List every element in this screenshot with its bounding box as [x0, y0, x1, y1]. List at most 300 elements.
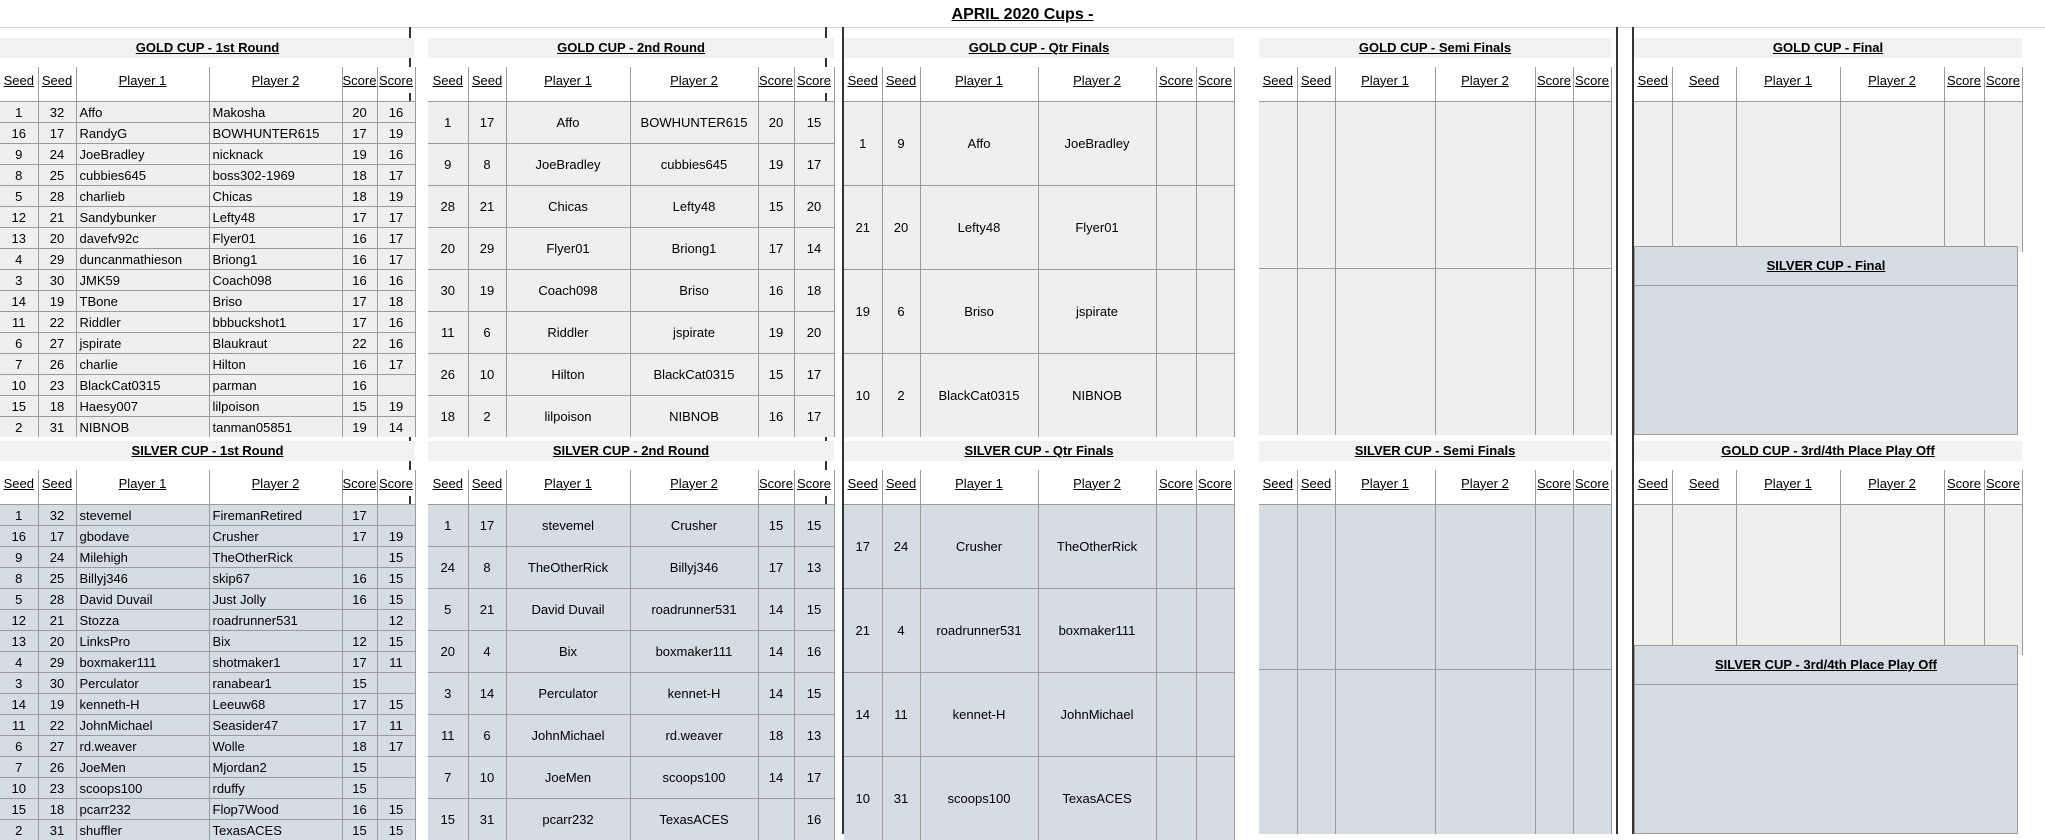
seed-cell: 22: [38, 312, 76, 333]
player1-cell: BlackCat0315: [920, 354, 1038, 438]
section-title: GOLD CUP - 1st Round: [0, 38, 415, 58]
score-cell: [1156, 270, 1196, 354]
seed-cell: 23: [38, 375, 76, 396]
table-row: [844, 270, 1234, 354]
score-cell: 17: [377, 165, 415, 186]
seed-cell: 18: [38, 799, 76, 820]
seed-header: Seed: [428, 470, 468, 496]
seed-cell: 10: [0, 778, 38, 799]
seed-cell: 8: [468, 144, 506, 186]
player1-cell: shuffler: [76, 820, 209, 840]
score-header: Score: [1196, 470, 1234, 496]
score-header: Score: [1573, 67, 1611, 93]
player1-cell: Affo: [76, 102, 209, 123]
player2-cell: boss302-1969: [209, 165, 342, 186]
score-cell: 17: [342, 694, 377, 715]
table-row: [0, 652, 415, 673]
player1-cell: Billyj346: [76, 568, 209, 589]
seed-cell: 7: [428, 757, 468, 799]
seed-cell: 6: [0, 333, 38, 354]
seed-cell: 6: [468, 312, 506, 354]
score-cell: 16: [342, 249, 377, 270]
seed-cell: 13: [0, 228, 38, 249]
player2-header: Player 2: [209, 67, 342, 93]
player2-cell: Flyer01: [1038, 186, 1156, 270]
seed-header: Seed: [468, 470, 506, 496]
score-cell: [1535, 102, 1573, 269]
score-header: Score: [1535, 470, 1573, 496]
score-cell: 14: [758, 757, 794, 799]
score-cell: 16: [342, 270, 377, 291]
table-row: [0, 375, 415, 396]
player1-header: Player 1: [1335, 470, 1435, 496]
seed-cell: [1297, 505, 1335, 670]
match-table: [428, 67, 835, 437]
player1-cell: Lefty48: [920, 186, 1038, 270]
score-header: Score: [758, 470, 794, 496]
score-cell: 16: [377, 144, 415, 165]
score-cell: 14: [377, 417, 415, 438]
player1-cell: Sandybunker: [76, 207, 209, 228]
player1-header: Player 1: [76, 67, 209, 93]
seed-cell: 15: [428, 799, 468, 840]
score-cell: 17: [342, 505, 377, 526]
seed-header: Seed: [428, 67, 468, 93]
table-row: [0, 589, 415, 610]
table-row: [0, 270, 415, 291]
seed-header: Seed: [1672, 67, 1736, 93]
player1-cell: scoops100: [920, 757, 1038, 840]
page-title: APRIL 2020 Cups -: [0, 0, 2045, 28]
seed-cell: 2: [0, 417, 38, 438]
score-header: Score: [794, 67, 834, 93]
player1-cell: Coach098: [506, 270, 630, 312]
score-cell: 17: [377, 736, 415, 757]
table-row: [0, 207, 415, 228]
player1-header: Player 1: [1335, 67, 1435, 93]
seed-cell: 10: [844, 354, 882, 438]
table-row: [428, 102, 834, 144]
table-row: [844, 186, 1234, 270]
table-row: [0, 778, 415, 799]
empty-row: [1259, 269, 1611, 436]
seed-cell: 14: [0, 694, 38, 715]
player1-cell: rd.weaver: [76, 736, 209, 757]
seed-header: Seed: [468, 67, 506, 93]
player1-cell: kennet-H: [920, 673, 1038, 757]
score-cell: 16: [377, 312, 415, 333]
seed-cell: 5: [0, 186, 38, 207]
player1-cell: NIBNOB: [76, 417, 209, 438]
section-title: GOLD CUP - 2nd Round: [428, 38, 834, 58]
score-cell: 16: [342, 568, 377, 589]
table-row: [0, 312, 415, 333]
score-cell: [377, 673, 415, 694]
seed-cell: 4: [0, 652, 38, 673]
seed-cell: 8: [0, 568, 38, 589]
player1-cell: Perculator: [76, 673, 209, 694]
score-cell: [1573, 670, 1611, 835]
section-title: SILVER CUP - Semi Finals: [1259, 441, 1611, 461]
seed-cell: 29: [38, 249, 76, 270]
seed-cell: 2: [0, 820, 38, 840]
seed-cell: 14: [844, 673, 882, 757]
score-cell: 11: [377, 652, 415, 673]
seed-cell: 17: [844, 505, 882, 589]
seed-cell: 9: [882, 102, 920, 186]
player2-cell: skip67: [209, 568, 342, 589]
player2-cell: Makosha: [209, 102, 342, 123]
empty-row: [1259, 670, 1611, 835]
seed-header: Seed: [1634, 470, 1672, 496]
player1-header: Player 1: [506, 67, 630, 93]
score-cell: [1196, 186, 1234, 270]
seed-cell: [1672, 505, 1736, 656]
column-divider: [1616, 27, 1618, 834]
seed-cell: 20: [38, 631, 76, 652]
player2-cell: TexasACES: [630, 799, 758, 840]
score-cell: 14: [758, 631, 794, 673]
score-cell: 15: [342, 820, 377, 840]
player2-cell: Chicas: [209, 186, 342, 207]
score-cell: 17: [342, 123, 377, 144]
section-title: GOLD CUP - Semi Finals: [1259, 38, 1611, 58]
seed-cell: 11: [0, 715, 38, 736]
score-cell: 17: [794, 396, 834, 438]
seed-cell: 4: [468, 631, 506, 673]
player2-cell: scoops100: [630, 757, 758, 799]
player2-cell: boxmaker111: [630, 631, 758, 673]
seed-cell: 14: [468, 673, 506, 715]
player2-cell: Billyj346: [630, 547, 758, 589]
section-title: GOLD CUP - Qtr Finals: [844, 38, 1234, 58]
seed-cell: 21: [844, 589, 882, 673]
player2-cell: tanman05851: [209, 417, 342, 438]
table-row: [0, 186, 415, 207]
table-row: [428, 547, 834, 589]
seed-cell: 19: [468, 270, 506, 312]
table-row: [844, 102, 1234, 186]
player2-cell: lilpoison: [209, 396, 342, 417]
table-row: [0, 291, 415, 312]
score-cell: 13: [794, 547, 834, 589]
score-cell: [1535, 505, 1573, 670]
score-cell: 12: [342, 631, 377, 652]
player1-cell: TBone: [76, 291, 209, 312]
player1-header: Player 1: [920, 67, 1038, 93]
match-table: [0, 67, 416, 437]
match-table: [428, 470, 835, 840]
player1-cell: kenneth-H: [76, 694, 209, 715]
table-row: [844, 354, 1234, 438]
score-cell: 15: [342, 673, 377, 694]
seed-header: Seed: [1297, 67, 1335, 93]
score-header: Score: [1944, 470, 1984, 496]
player1-cell: Hilton: [506, 354, 630, 396]
table-row: [428, 673, 834, 715]
score-cell: 17: [342, 312, 377, 333]
player1-cell: JoeMen: [76, 757, 209, 778]
score-cell: 17: [794, 144, 834, 186]
match-table: [844, 470, 1235, 840]
seed-cell: 30: [428, 270, 468, 312]
score-cell: 19: [377, 123, 415, 144]
table-row: [0, 249, 415, 270]
seed-cell: 21: [468, 589, 506, 631]
score-cell: 18: [377, 291, 415, 312]
player1-cell: charlie: [76, 354, 209, 375]
seed-cell: 30: [38, 673, 76, 694]
score-cell: [1196, 757, 1234, 840]
player1-cell: scoops100: [76, 778, 209, 799]
seed-cell: 29: [38, 652, 76, 673]
seed-header: Seed: [0, 470, 38, 496]
score-cell: [1156, 589, 1196, 673]
match-table: [1634, 470, 2023, 655]
score-cell: 15: [794, 589, 834, 631]
score-cell: 19: [377, 186, 415, 207]
score-cell: 16: [342, 354, 377, 375]
score-cell: 15: [342, 757, 377, 778]
score-header: Score: [342, 470, 377, 496]
player1-header: Player 1: [76, 470, 209, 496]
score-cell: 13: [794, 715, 834, 757]
seed-cell: 18: [38, 396, 76, 417]
seed-cell: 17: [468, 102, 506, 144]
seed-cell: 10: [468, 757, 506, 799]
score-cell: 14: [758, 589, 794, 631]
player2-cell: Coach098: [209, 270, 342, 291]
table-row: [0, 610, 415, 631]
seed-header: Seed: [1259, 470, 1297, 496]
player2-header: Player 2: [1840, 67, 1944, 93]
player1-cell: Crusher: [920, 505, 1038, 589]
score-cell: 17: [342, 291, 377, 312]
player1-cell: [1736, 102, 1840, 253]
score-cell: 20: [758, 102, 794, 144]
score-cell: [1944, 505, 1984, 656]
seed-cell: 8: [468, 547, 506, 589]
seed-cell: 28: [428, 186, 468, 228]
score-cell: [342, 610, 377, 631]
seed-cell: 10: [844, 757, 882, 840]
table-row: [0, 228, 415, 249]
player2-header: Player 2: [1038, 470, 1156, 496]
seed-cell: 9: [428, 144, 468, 186]
score-cell: 17: [342, 526, 377, 547]
table-row: [0, 757, 415, 778]
player1-cell: JohnMichael: [76, 715, 209, 736]
player2-cell: Just Jolly: [209, 589, 342, 610]
score-cell: 15: [377, 547, 415, 568]
table-row: [0, 568, 415, 589]
score-cell: 19: [758, 144, 794, 186]
score-cell: 19: [342, 144, 377, 165]
seed-cell: 24: [428, 547, 468, 589]
score-cell: [1196, 354, 1234, 438]
score-cell: 15: [794, 102, 834, 144]
player1-cell: JoeBradley: [506, 144, 630, 186]
match-table: [844, 67, 1235, 437]
table-row: [428, 312, 834, 354]
score-cell: 15: [377, 631, 415, 652]
player2-cell: Flop7Wood: [209, 799, 342, 820]
score-cell: 15: [758, 354, 794, 396]
seed-cell: [1259, 505, 1297, 670]
player2-cell: rduffy: [209, 778, 342, 799]
score-cell: 17: [377, 207, 415, 228]
score-cell: 20: [794, 186, 834, 228]
table-row: [0, 102, 415, 123]
player1-cell: cubbies645: [76, 165, 209, 186]
player2-cell: Seasider47: [209, 715, 342, 736]
seed-cell: 29: [468, 228, 506, 270]
seed-cell: 11: [0, 312, 38, 333]
table-row: [428, 144, 834, 186]
score-cell: 22: [342, 333, 377, 354]
score-cell: 14: [794, 228, 834, 270]
seed-cell: 31: [468, 799, 506, 840]
table-row: [0, 354, 415, 375]
score-header: Score: [377, 470, 415, 496]
score-cell: 20: [794, 312, 834, 354]
player1-cell: Riddler: [506, 312, 630, 354]
player2-cell: Briso: [630, 270, 758, 312]
player2-cell: parman: [209, 375, 342, 396]
player2-cell: Blaukraut: [209, 333, 342, 354]
table-row: [0, 715, 415, 736]
score-cell: [1196, 673, 1234, 757]
seed-cell: 1: [0, 505, 38, 526]
score-cell: 20: [342, 102, 377, 123]
seed-cell: 9: [0, 547, 38, 568]
seed-header: Seed: [1634, 67, 1672, 93]
score-header: Score: [1944, 67, 1984, 93]
score-cell: 17: [758, 547, 794, 589]
player2-cell: Hilton: [209, 354, 342, 375]
seed-cell: 32: [38, 102, 76, 123]
seed-cell: 16: [0, 123, 38, 144]
table-row: [428, 505, 834, 547]
seed-cell: 21: [38, 610, 76, 631]
score-cell: 16: [758, 396, 794, 438]
seed-cell: [1259, 269, 1297, 436]
seed-cell: 20: [428, 228, 468, 270]
empty-row: [1259, 102, 1611, 269]
table-row: [0, 526, 415, 547]
player1-cell: LinksPro: [76, 631, 209, 652]
seed-header: Seed: [1259, 67, 1297, 93]
seed-cell: 11: [882, 673, 920, 757]
score-cell: 18: [342, 736, 377, 757]
seed-header: Seed: [882, 470, 920, 496]
seed-cell: 20: [38, 228, 76, 249]
score-cell: 15: [758, 505, 794, 547]
score-cell: 16: [342, 589, 377, 610]
player2-cell: Leeuw68: [209, 694, 342, 715]
table-row: [0, 673, 415, 694]
match-table: [0, 470, 416, 840]
player2-cell: Bix: [209, 631, 342, 652]
score-cell: 14: [758, 673, 794, 715]
seed-cell: 15: [0, 396, 38, 417]
seed-cell: 1: [844, 102, 882, 186]
player1-cell: JoeBradley: [76, 144, 209, 165]
player1-cell: BlackCat0315: [76, 375, 209, 396]
score-cell: 16: [377, 102, 415, 123]
score-header: Score: [1156, 470, 1196, 496]
score-cell: 16: [377, 333, 415, 354]
score-cell: 16: [794, 799, 834, 840]
score-cell: 17: [342, 207, 377, 228]
player1-cell: Chicas: [506, 186, 630, 228]
seed-cell: 27: [38, 736, 76, 757]
seed-cell: 5: [0, 589, 38, 610]
score-cell: [1573, 102, 1611, 269]
score-cell: [1573, 505, 1611, 670]
table-row: [0, 631, 415, 652]
player2-header: Player 2: [630, 470, 758, 496]
seed-cell: 3: [0, 270, 38, 291]
player2-header: Player 2: [209, 470, 342, 496]
player2-cell: Briong1: [630, 228, 758, 270]
player1-cell: [1335, 505, 1435, 670]
player2-cell: BlackCat0315: [630, 354, 758, 396]
player2-cell: [1435, 102, 1535, 269]
score-cell: [1573, 269, 1611, 436]
seed-cell: 32: [38, 505, 76, 526]
seed-cell: 13: [0, 631, 38, 652]
player2-cell: kennet-H: [630, 673, 758, 715]
empty-row: [1259, 505, 1611, 670]
score-cell: [1535, 269, 1573, 436]
table-row: [428, 589, 834, 631]
seed-header: Seed: [0, 67, 38, 93]
player1-cell: stevemel: [506, 505, 630, 547]
player2-cell: [1435, 670, 1535, 835]
player1-header: Player 1: [920, 470, 1038, 496]
score-cell: [1196, 589, 1234, 673]
player1-cell: David Duvail: [506, 589, 630, 631]
seed-cell: 19: [38, 291, 76, 312]
seed-cell: 19: [844, 270, 882, 354]
table-row: [844, 673, 1234, 757]
score-cell: 16: [377, 270, 415, 291]
seed-cell: 10: [0, 375, 38, 396]
score-cell: 19: [342, 417, 377, 438]
match-table: [1259, 67, 1612, 435]
player1-cell: Flyer01: [506, 228, 630, 270]
seed-cell: 21: [468, 186, 506, 228]
seed-cell: 11: [428, 312, 468, 354]
player1-cell: davefv92c: [76, 228, 209, 249]
score-cell: [1196, 270, 1234, 354]
empty-row: [1634, 102, 2022, 253]
score-cell: 17: [794, 354, 834, 396]
player1-cell: Milehigh: [76, 547, 209, 568]
score-cell: [1156, 505, 1196, 589]
score-cell: 11: [377, 715, 415, 736]
table-row: [428, 757, 834, 799]
player2-cell: boxmaker111: [1038, 589, 1156, 673]
score-header: Score: [377, 67, 415, 93]
player2-header: Player 2: [1840, 470, 1944, 496]
player1-cell: [1335, 670, 1435, 835]
table-row: [0, 799, 415, 820]
player1-cell: roadrunner531: [920, 589, 1038, 673]
player1-header: Player 1: [506, 470, 630, 496]
score-cell: 18: [342, 165, 377, 186]
